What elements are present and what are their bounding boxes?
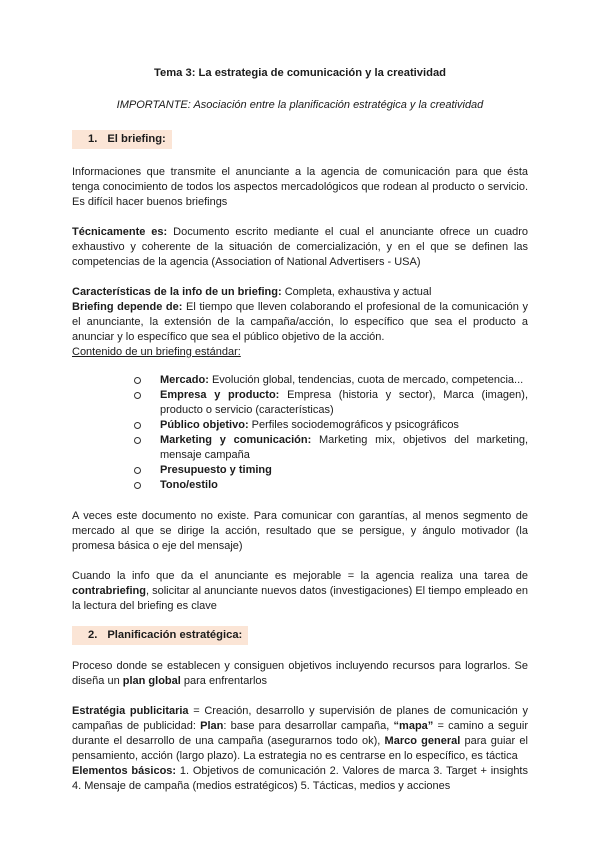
estrategia-paragraph: [72, 704, 528, 764]
list-item-text: Marketing mix, objetivos del marketing, mensaje campaña: [160, 434, 529, 461]
tecnico-paragraph: [72, 225, 528, 270]
proceso-text-a: Proceso donde se establecen y consiguen objetivos incluyendo recursos para lograrlos. Se diseña un: [72, 660, 528, 687]
list-item: [132, 418, 528, 433]
contrabriefing-text-b: , solicitar al anunciante nuevos datos (investigaciones) El tiempo empleado en la lectura del briefing es clave: [72, 585, 528, 612]
caracteristicas-paragraph: [72, 285, 528, 300]
bullet-circle-icon: [134, 377, 141, 384]
section-1-number: 1.: [88, 133, 98, 145]
section-2-title: Planificación estratégica:: [107, 629, 243, 641]
list-item-label: Presupuesto y timing: [160, 464, 272, 476]
bullet-circle-icon: [134, 467, 141, 474]
caracteristicas-text: Completa, exhaustiva y actual: [281, 286, 432, 298]
depende-label: Briefing depende de:: [72, 301, 183, 313]
estrategia-text-d: para guiar el pensamiento, acción (largo plazo). La estrategia no es centrarse en lo específico, es táctica: [72, 735, 528, 762]
list-item: [132, 463, 528, 478]
list-item-label: Público objetivo:: [160, 419, 249, 431]
list-item-text: Evolución global, tendencias, cuota de mercado, competencia...: [208, 374, 524, 386]
list-item-text: Perfiles sociodemográficos y psicográficos: [248, 419, 459, 431]
list-item-label: Marketing y comunicación:: [160, 434, 312, 446]
depende-paragraph: [72, 300, 528, 345]
proceso-paragraph: [72, 659, 528, 689]
tecnico-text: Documento escrito mediante el cual el anunciante ofrece un cuadro exhaustivo y coherente de la situación de comercialización, y en el que se definen las competencias de la agencia (Association of National Advertisers - USA): [72, 226, 528, 268]
contrabriefing-text-a: Cuando la info que da el anunciante es mejorable = la agencia realiza una tarea de: [72, 570, 528, 582]
section-1-title: El briefing:: [107, 133, 166, 145]
caracteristicas-label: Características de la info de un briefing:: [72, 286, 282, 298]
section-2-heading: [72, 626, 528, 645]
bullet-circle-icon: [134, 422, 141, 429]
plan-global-term: plan global: [122, 675, 181, 687]
elementos-text: 1. Objetivos de comunicación 2. Valores de marca 3. Target + insights 4. Mensaje de campaña (medios estratégicos) 5. Tácticas, medios y acciones: [72, 765, 528, 792]
contenido-list: [72, 373, 528, 493]
section-1-heading: [72, 130, 528, 149]
list-item: [132, 388, 528, 418]
contrabriefing-paragraph: [72, 569, 528, 614]
briefing-intro: Informaciones que transmite el anunciante a la agencia de comunicación para que ésta tenga conocimiento de todos los aspectos mercadológicos que rodean al producto o servicio. Es difícil hacer buenos briefings: [72, 166, 528, 208]
depende-text: El tiempo que lleven colaborando el profesional de la comunicación y el anunciante, la extensión de la campaña/acción, lo específico que sea el producto a anunciar y lo específico que sea el público objetivo de la acción.: [72, 301, 528, 343]
list-item-label: Mercado:: [160, 374, 209, 386]
page-subtitle: IMPORTANTE: Asociación entre la planificación estratégica y la creatividad: [116, 99, 484, 111]
contenido-heading: Contenido de un briefing estándar:: [72, 346, 241, 358]
section-1-highlight: [72, 130, 172, 149]
list-item-label: Tono/estilo: [160, 479, 218, 491]
elementos-label: Elementos básicos:: [72, 765, 177, 777]
estrategia-text-c: = camino a seguir durante el desarrollo de una campaña (asegurarnos todo ok),: [72, 720, 529, 747]
estrategia-text-a: = Creación, desarrollo y supervisión de planes de comunicación y campañas de publicidad:: [72, 705, 528, 732]
mapa-term: “mapa”: [393, 720, 434, 732]
estrategia-text-b: : base para desarrollar campaña,: [223, 720, 394, 732]
list-item: [132, 373, 528, 388]
section-2-number: 2.: [88, 629, 98, 641]
tecnico-label: Técnicamente es:: [72, 226, 168, 238]
contrabriefing-term: contrabriefing: [72, 585, 146, 597]
aveces-paragraph: A veces este documento no existe. Para comunicar con garantías, al menos segmento de mercado al que se dirige la acción, resultado que se persigue, y ángulo motivador (la promesa básica o eje del mensaje): [72, 510, 528, 552]
list-item-label: Empresa y producto:: [160, 389, 280, 401]
list-item-text: Empresa (historia y sector), Marca (imagen), producto o servicio (características): [160, 389, 529, 416]
list-item: [132, 478, 528, 493]
plan-term: Plan: [200, 720, 224, 732]
bullet-circle-icon: [134, 437, 141, 444]
estrategia-label: Estratégia publicitaria: [72, 705, 189, 717]
elementos-paragraph: [72, 764, 528, 794]
bullet-circle-icon: [134, 392, 141, 399]
bullet-circle-icon: [134, 482, 141, 489]
proceso-text-b: para enfrentarlos: [180, 675, 268, 687]
page-title: Tema 3: La estrategia de comunicación y la creatividad: [153, 67, 447, 79]
list-item: [132, 433, 528, 463]
section-2-highlight: [72, 626, 248, 645]
marco-general-term: Marco general: [384, 735, 461, 747]
